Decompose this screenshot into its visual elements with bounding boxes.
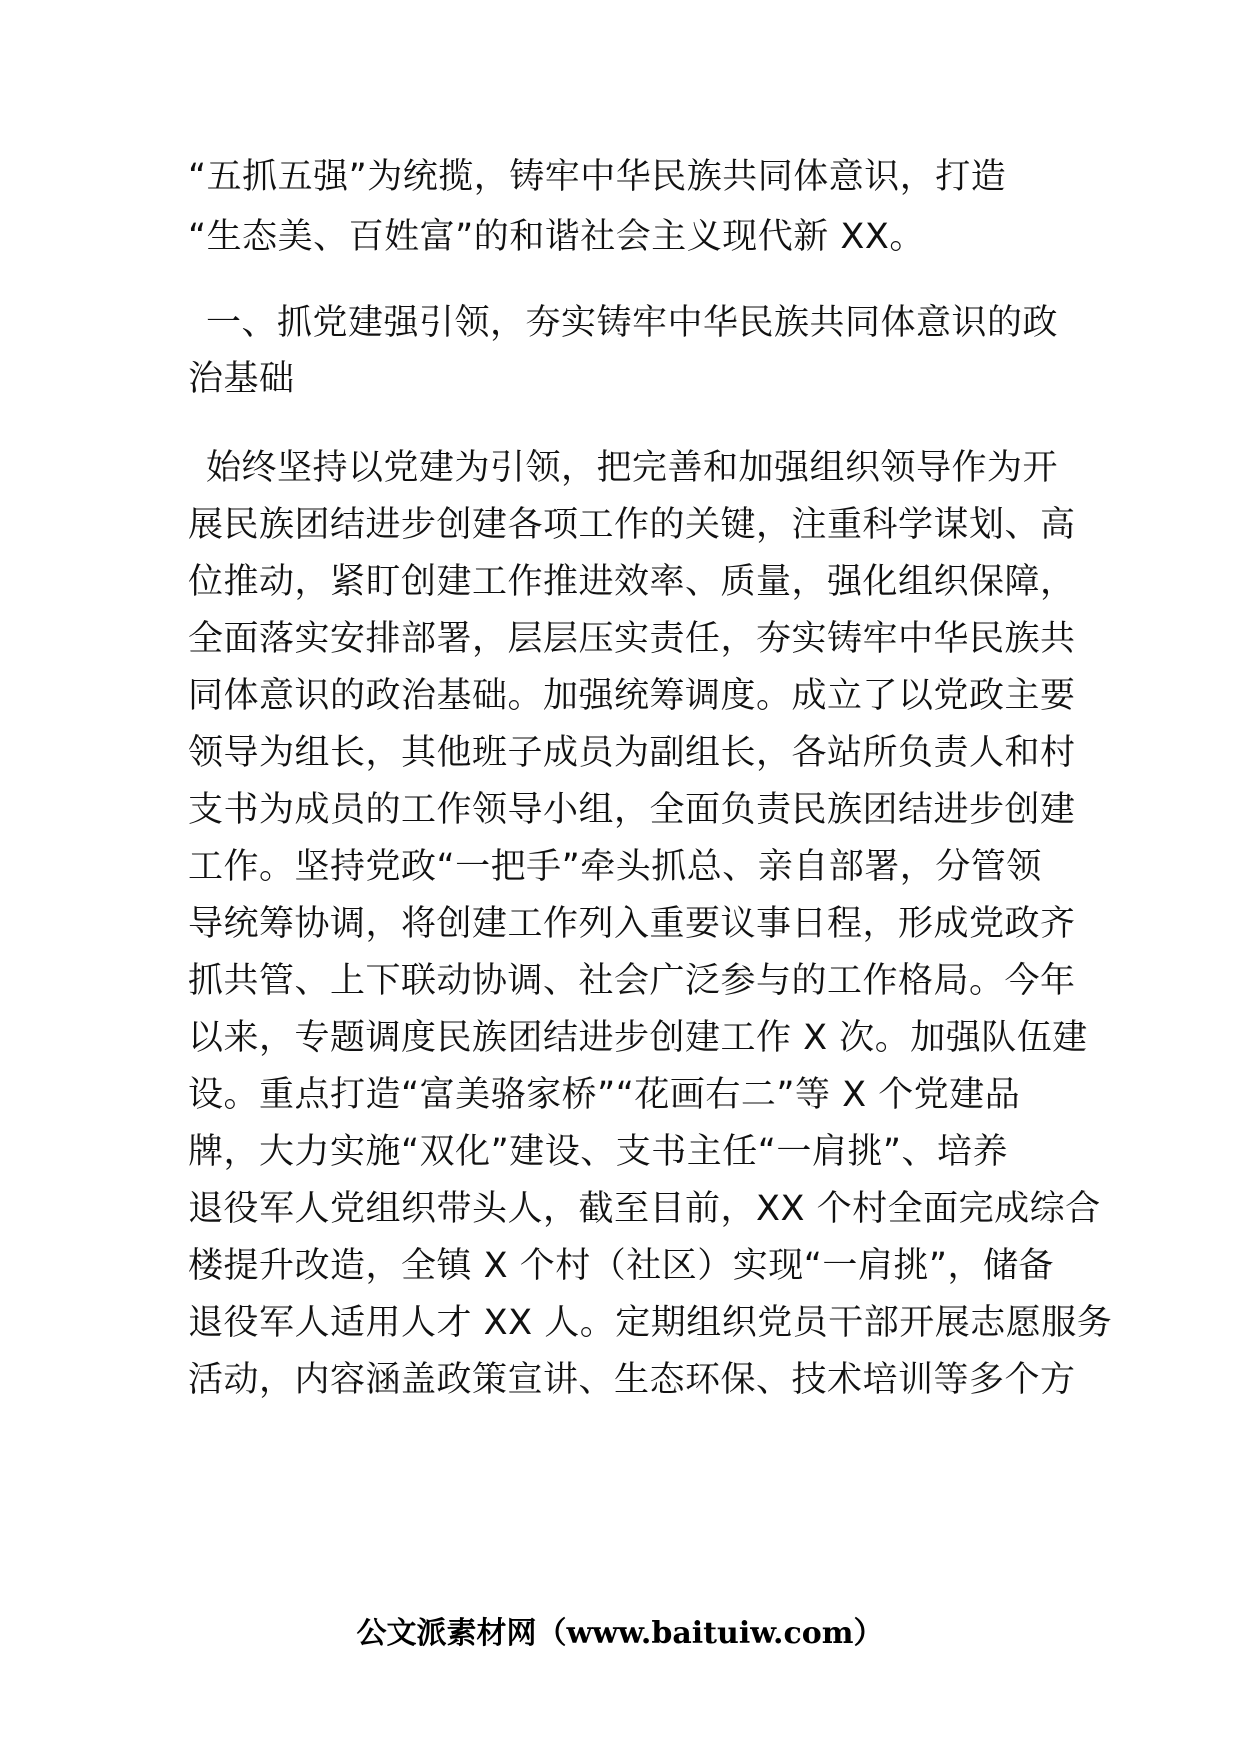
body-line-3: 位推动，紧盯创建工作推进效率、质量，强化组织保障， — [188, 562, 1076, 602]
footer-source-label: 公文派素材网（www.baituiw.com） — [356, 1616, 884, 1651]
body-line-8: 工作。坚持党政“一把手”牵头抓总、亲自部署，分管领 — [188, 847, 1042, 887]
section-heading-line-2: 治基础 — [188, 359, 295, 399]
body-line-9: 导统筹协调，将创建工作列入重要议事日程，形成党政齐 — [188, 904, 1076, 944]
body-line-15: 楼提升改造，全镇 X 个村（社区）实现“一肩挑”，储备 — [188, 1246, 1054, 1286]
body-line-14: 退役军人党组织带头人，截至目前，XX 个村全面完成综合 — [188, 1189, 1101, 1229]
body-line-11: 以来，专题调度民族团结进步创建工作 X 次。加强队伍建 — [188, 1018, 1088, 1058]
body-line-5: 同体意识的政治基础。加强统筹调度。成立了以党政主要 — [188, 676, 1076, 716]
intro-line-2: “生态美、百姓富”的和谐社会主义现代新 XX。 — [188, 217, 925, 257]
body-line-6: 领导为组长，其他班子成员为副组长，各站所负责人和村 — [188, 733, 1076, 773]
section-heading-line-1: 一、抓党建强引领，夯实铸牢中华民族共同体意识的政 — [206, 303, 1059, 343]
body-line-17: 活动，内容涵盖政策宣讲、生态环保、技术培训等多个方 — [188, 1360, 1076, 1400]
body-line-13: 牌，大力实施“双化”建设、支书主任“一肩挑”、培养 — [188, 1132, 1009, 1172]
body-line-12: 设。重点打造“富美骆家桥”“花画右二”等 X 个党建品 — [188, 1075, 1021, 1115]
intro-line-1: “五抓五强”为统揽，铸牢中华民族共同体意识，打造 — [188, 157, 1007, 197]
body-line-1: 始终坚持以党建为引领，把完善和加强组织领导作为开 — [206, 448, 1059, 488]
body-line-16: 退役军人适用人才 XX 人。定期组织党员干部开展志愿服务 — [188, 1303, 1113, 1343]
body-line-2: 展民族团结进步创建各项工作的关键，注重科学谋划、高 — [188, 505, 1076, 545]
body-line-10: 抓共管、上下联动协调、社会广泛参与的工作格局。今年 — [188, 961, 1076, 1001]
body-line-7: 支书为成员的工作领导小组，全面负责民族团结进步创建 — [188, 790, 1076, 830]
body-line-4: 全面落实安排部署，层层压实责任，夯实铸牢中华民族共 — [188, 619, 1076, 659]
